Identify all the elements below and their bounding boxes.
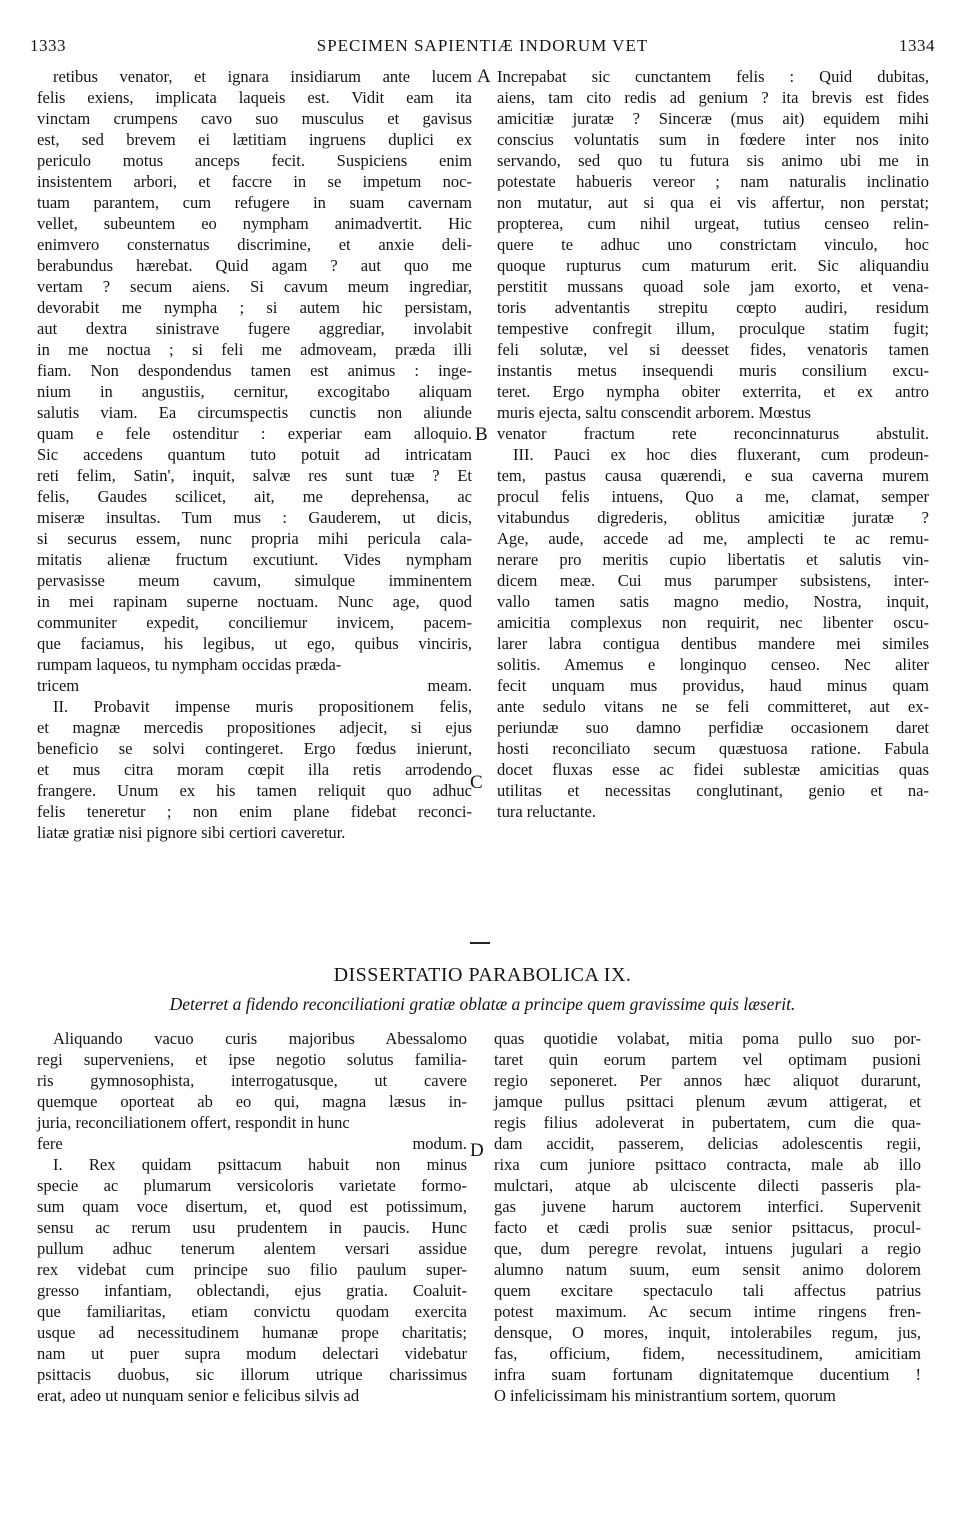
text-line: gresso infantiam, oblectandi, ejus gratia. Coaluit- xyxy=(37,1281,467,1300)
text-line: taret quin eorum partem vel optimam pusioni xyxy=(494,1050,921,1069)
text-line: sensu ac rerum usu prudentem in paucis. Hunc xyxy=(37,1218,467,1237)
text-line: frangere. Unum ex his tamen reliquit quo adhuc xyxy=(37,781,472,800)
text-line: fecit unquam mus providus, haud minus quam xyxy=(497,676,929,695)
text-line: quas quotidie volabat, mitia poma pullo suo por- xyxy=(494,1029,921,1048)
text-line: quem excitare spectaculo tali affectus patrius xyxy=(494,1281,921,1300)
text-line: tura reluctante. xyxy=(497,802,596,821)
text-line: utilitas et necessitas conglutinant, genio et na- xyxy=(497,781,929,800)
text-line: II. Probavit impense muris propositionem felis, xyxy=(53,697,472,716)
text-line: in mei rapinam superne noctuam. Nunc age, quod xyxy=(37,592,472,611)
text-line: fere modum. xyxy=(37,1134,467,1153)
bottom-right-column xyxy=(494,1028,921,1406)
text-line: non mutatur, aut si qua ei vis affertur, non perstat; xyxy=(497,193,929,212)
text-line: quoque rupturus cum maturum erit. Sic aliquandiu xyxy=(497,256,929,275)
text-line: que faciamus, his legibus, ut ego, quibus vinciris, xyxy=(37,634,472,653)
text-line: densque, O mores, inquit, intolerabiles regum, jus, xyxy=(494,1323,921,1342)
dissertation-subtitle: Deterret a fidendo reconciliationi gratiæ oblatæ a principe quem gravissime quis læserit. xyxy=(169,994,796,1014)
text-line: insistentem arbori, et faccre in se impetum noc- xyxy=(37,172,472,191)
top-right-column xyxy=(497,66,929,822)
text-line: I. Rex quidam psittacum habuit non minus xyxy=(53,1155,467,1174)
text-line: devorabit me nympha ; si autem hic persistam, xyxy=(37,298,472,317)
text-line: Sic accedens quantum tuto potuit ad intricatam xyxy=(37,445,472,464)
text-line: toris adventantis strepitu cœpto audiri, residum xyxy=(497,298,929,317)
text-line: que familiaritas, etiam convictu quodam exercita xyxy=(37,1302,467,1321)
text-line: gas juvene harum auctorem interfici. Supervenit xyxy=(494,1197,921,1216)
text-line: tem, pastus causa quærendi, e sua caverna murem xyxy=(497,466,929,485)
text-line: fiam. Non despondendus tamen est animus : inge- xyxy=(37,361,472,380)
text-line: aiens, tam cito redis ad genium ? ita brevis est fides xyxy=(497,88,929,107)
text-line: fas, officium, fidem, necessitudinem, amicitiam xyxy=(494,1344,921,1363)
right-page-number: 1334 xyxy=(899,36,935,55)
text-line: regio seponeret. Per annos hæc aliquot durarunt, xyxy=(494,1071,921,1090)
text-line: III. Pauci ex hoc dies fluxerant, cum prodeun- xyxy=(513,445,929,464)
text-line: tricem meam. xyxy=(37,676,472,695)
text-line: dicem meæ. Cui mus parumper subsistens, inter- xyxy=(497,571,929,590)
text-line: rex videbat cum principe suo filio paulum super- xyxy=(37,1260,467,1279)
top-left-column xyxy=(37,66,472,843)
text-line: mitatis alienæ fructum excutiunt. Vides nympham xyxy=(37,550,472,569)
text-line: larer labra contigua dentibus mandere mei similes xyxy=(497,634,929,653)
text-line: quam e fele ostenditur : experiar eam alloquio. xyxy=(37,424,472,443)
section-divider xyxy=(470,942,490,944)
text-line: beneficio se solvi contingeret. Ergo fœdus inierunt, xyxy=(37,739,472,758)
text-line: vallo tamen satis magno medio, Nostra, inquit, xyxy=(497,592,929,611)
text-line: in me noctua ; si feli me admoveam, præda illi xyxy=(37,340,472,359)
text-line: felis exiens, implicata laqueis est. Vidit eam ita xyxy=(37,88,472,107)
text-line: perstitit mussans quoad sole jam exorto, et vena- xyxy=(497,277,929,296)
text-line: feli solutæ, vel si deesset fides, venatoris tamen xyxy=(497,340,929,359)
text-line: nam ut puer supra modum delectari videbatur xyxy=(37,1344,467,1363)
text-line: liatæ gratiæ nisi pignore sibi certiori caveretur. xyxy=(37,823,346,842)
text-line: Age, aude, accede ad me, amplecti te ac remu- xyxy=(497,529,929,548)
text-line: potestate habueris vereor ; nam naturalis inclinatio xyxy=(497,172,929,191)
text-line: tempestive confregit illum, proculque statim fugit; xyxy=(497,319,929,338)
text-line: docet fluxas esse ac fidei sublestæ amicitias quas xyxy=(497,760,929,779)
text-line: communiter expedit, conciliemur invicem, pacem- xyxy=(37,613,472,632)
text-line: muris ejecta, saltu conscendit arborem. Mœstus xyxy=(497,403,811,422)
text-line: solitis. Amemus e longinquo censeo. Nec aliter xyxy=(497,655,929,674)
text-line: enimvero consternatus discrimine, et anxie deli- xyxy=(37,235,472,254)
text-line: Aliquando vacuo curis majoribus Abessalomo xyxy=(53,1029,467,1048)
text-line: conscius voluntatis sum in fœdere inter nos inito xyxy=(497,130,929,149)
margin-mark-c: C xyxy=(470,772,483,793)
text-line: est, sed brevem ei lætitiam ingruens duplici ex xyxy=(37,130,472,149)
text-line: ris gymnosophista, interrogatusque, ut cavere xyxy=(37,1071,467,1090)
text-line: procul felis intuens, Quo a me, clamat, semper xyxy=(497,487,929,506)
text-line: periculo motus anceps fecit. Suspiciens enim xyxy=(37,151,472,170)
text-line: que, dum peregre revolat, intuens jugulari a regio xyxy=(494,1239,921,1258)
text-line: rumpam laqueos, tu nympham occidas præda- xyxy=(37,655,342,674)
text-line: psittacis duobus, sic illorum utrique charissimus xyxy=(37,1365,467,1384)
margin-mark-b: B xyxy=(475,424,488,445)
text-line: aut dextra sinistrave fugere aggrediar, involabit xyxy=(37,319,472,338)
text-line: quemque oporteat ab eo qui, magna læsus in- xyxy=(37,1092,467,1111)
text-line: specie ac plumarum versicoloris varietate formo- xyxy=(37,1176,467,1195)
text-line: periundæ suo damno perfidiæ occasionem daret xyxy=(497,718,929,737)
margin-mark-a: A xyxy=(477,66,491,87)
text-line: salutis viam. Ea circumspectis cunctis non aliunde xyxy=(37,403,472,422)
text-line: ante sedulo vitans ne se feli committeret, aut ex- xyxy=(497,697,929,716)
text-line: servando, sed quo tu futura sis animo ubi me in xyxy=(497,151,929,170)
text-line: propterea, cum nihil urgeat, tutius censeo relin- xyxy=(497,214,929,233)
text-line: amicitiæ juratæ ? Sinceræ (mus ait) equidem mihi xyxy=(497,109,929,128)
running-header xyxy=(30,36,935,60)
text-line: juria, reconciliationem offert, respondit in hunc xyxy=(37,1113,350,1132)
text-line: vinctam crumpens cavo suo musculus et gavisus xyxy=(37,109,472,128)
text-line: pullum adhuc tenerum alentem versari assidue xyxy=(37,1239,467,1258)
text-line: pervasisse meum cavum, simulque imminentem xyxy=(37,571,472,590)
text-line: mulctari, atque ab ulciscente dilecti passeris pla- xyxy=(494,1176,921,1195)
dissertation-title: DISSERTATIO PARABOLICA IX. xyxy=(333,964,632,986)
text-line: reti felim, Satin', inquit, salvæ res sunt tuæ ? Et xyxy=(37,466,472,485)
text-line: et mus citra moram cœpit illa retis arrodendo xyxy=(37,760,472,779)
text-line: facto et cædi prolis suæ senior psittacus, procul- xyxy=(494,1218,921,1237)
text-line: vertam ? secum aiens. Si cavum meum ingrediar, xyxy=(37,277,472,296)
text-line: teret. Ergo nympha obiter exterrita, et ex antro xyxy=(497,382,929,401)
text-line: felis, Gaudes scilicet, ait, me deprehensa, ac xyxy=(37,487,472,506)
text-line: regis filius adoleverat in pubertatem, cum die qua- xyxy=(494,1113,921,1132)
text-line: nerare pro meritis cupio libertatis et salutis vin- xyxy=(497,550,929,569)
running-title: SPECIMEN SAPIENTIÆ INDORUM VET xyxy=(316,36,649,55)
text-line: si securus essem, nunc propria mihi pericula cala- xyxy=(37,529,472,548)
text-line: regi superveniens, et ipse negotio solutus familia- xyxy=(37,1050,467,1069)
text-line: felis teneretur ; non enim plane fidebat reconci- xyxy=(37,802,472,821)
text-line: venator fractum rete reconcinnaturus abstulit. xyxy=(497,424,929,443)
text-line: retibus venator, et ignara insidiarum ante lucem xyxy=(53,67,472,86)
text-line: usque ad necessitudinem humanæ prope charitatis; xyxy=(37,1323,467,1342)
text-line: quere te adhuc uno constrictam vinculo, hoc xyxy=(497,235,929,254)
text-line: hosti reconciliato secum quæstuosa ratione. Fabula xyxy=(497,739,929,758)
text-line: vitabundus digrederis, oblitus amicitiæ juratæ ? xyxy=(497,508,929,527)
text-line: amicitia complexus non requirit, nec libenter oscu- xyxy=(497,613,929,632)
left-page-number: 1333 xyxy=(30,36,66,55)
text-line: et magnæ mercedis propositiones adjecit, si ejus xyxy=(37,718,472,737)
text-line: alumno natum suum, eum sensit animo dolorem xyxy=(494,1260,921,1279)
text-line: nium in angustiis, cernitur, excogitabo aliquam xyxy=(37,382,472,401)
text-line: miseræ insultas. Tum mus : Gauderem, ut dicis, xyxy=(37,508,472,527)
text-line: sum quam voce disertum, et, quod est potissimum, xyxy=(37,1197,467,1216)
text-line: instantis metus insequendi muris consilium excu- xyxy=(497,361,929,380)
text-line: vellet, subeuntem eo nympham animadvertit. Hic xyxy=(37,214,472,233)
text-line: tuam parantem, cum refugere in suam cavernam xyxy=(37,193,472,212)
text-line: Increpabat sic cunctantem felis : Quid dubitas, xyxy=(497,67,929,86)
text-line: O infelicissimam his ministrantium sortem, quorum xyxy=(494,1386,836,1405)
text-line: jamque pullus psittaci plenum ævum attigerat, et xyxy=(494,1092,921,1111)
text-line: berabundus hærebat. Quid agam ? aut quo me xyxy=(37,256,472,275)
text-line: dam accidit, passerem, delicias adolescentis regii, xyxy=(494,1134,921,1153)
text-line: infra suam fortunam dignitatemque ducentium ! xyxy=(494,1365,921,1384)
margin-mark-d: D xyxy=(470,1140,484,1161)
bottom-left-column xyxy=(37,1028,467,1406)
text-line: potest maximum. Ac secum intime ringens fren- xyxy=(494,1302,921,1321)
text-line: rixa cum juniore psittaco contracta, male ab illo xyxy=(494,1155,921,1174)
text-line: erat, adeo ut nunquam senior e felicibus silvis ad xyxy=(37,1386,360,1405)
